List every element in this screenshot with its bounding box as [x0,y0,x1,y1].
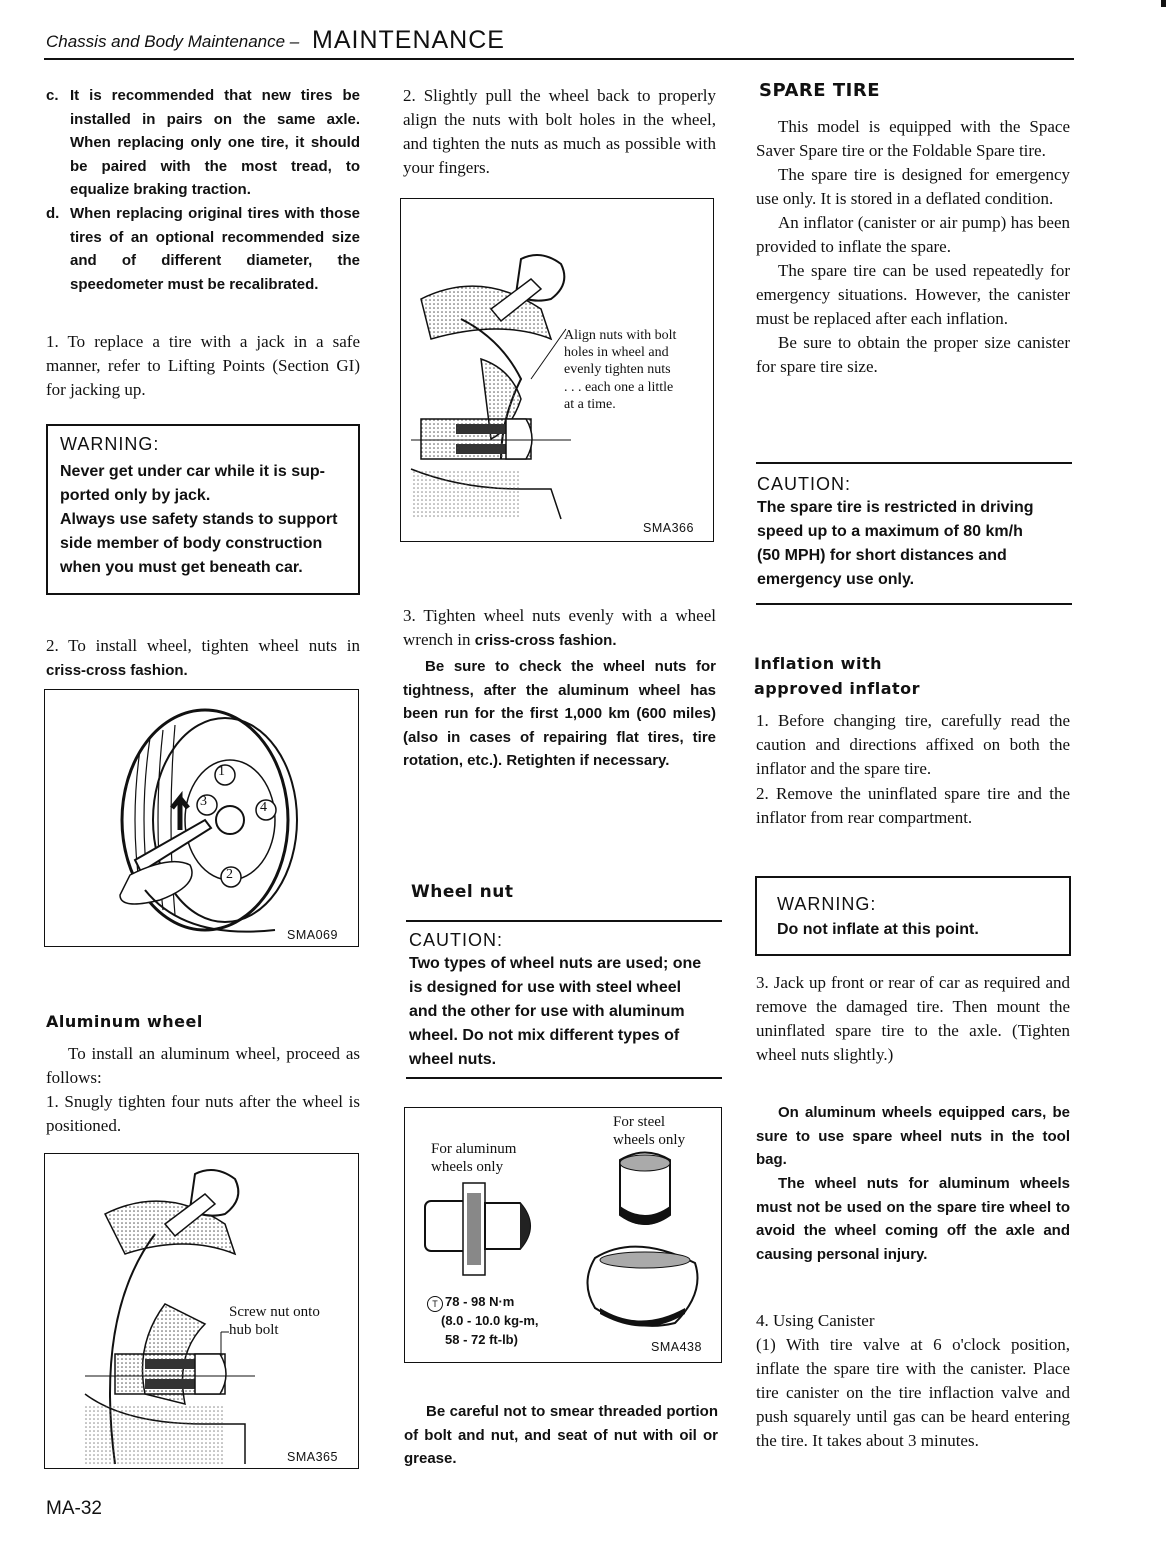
wheel-nut-heading: Wheel nut [411,882,514,902]
nut-number-2: 2 [226,867,233,882]
aluminum-wheel-heading: Aluminum wheel [46,1012,203,1031]
spare-tire-heading: SPARE TIRE [759,80,880,101]
warning-box [46,424,360,595]
inflation-heading: Inflation with approved inflator [754,654,921,698]
caution-line: (50 MPH) for short distances and [757,547,1007,564]
warning-line: Do not inflate at this point. [777,921,979,938]
figure-align-nuts [400,198,714,542]
figure-code: SMA365 [287,1450,338,1464]
page-title: MAINTENANCE [312,26,505,54]
step-2-install: 2. To install wheel, tighten wheel nuts in criss-cross fashion. [46,636,360,679]
warning-line: when you must get beneath car. [60,559,303,576]
page-number: MA-32 [46,1498,102,1519]
careful-note: Be careful not to smear threaded portion of bolt and nut, and seat of nut with oil or grease. [404,1403,718,1467]
warning-line: side member of body construction [60,535,323,552]
wheel-nut-warning-note: The wheel nuts for aluminum wheels must not be used on the spare tire wheel to avoid the wheel coming off the axle and causing personal injury. [756,1175,1070,1263]
aluminum-intro: To install an aluminum wheel, proceed as follows: [46,1044,360,1087]
torque-icon: T [427,1296,443,1312]
caution-line: Two types of wheel nuts are used; one [409,955,702,972]
header-rule [44,58,1074,60]
callout-line: holes in wheel and [564,345,669,360]
callout-line: hub bolt [229,1322,279,1338]
callout-line: Screw nut onto [229,1304,320,1320]
warning-line: ported only by jack. [60,487,211,504]
inflation-step-3: 3. Jack up front or rear of car as required and remove the damaged tire. Then mount the uninflated spare tire to the axle. (Tighten wheel nuts slightly.) [756,973,1070,1064]
note-c: c. It is recommended that new tires be installed in pairs on the same axle. When replacing only one tire, it should be paired with the most tread, to equalize braking traction. [46,87,360,198]
warning-line: Always use safety stands to support [60,511,338,528]
caution-rule-bottom [756,603,1072,605]
caution-title: CAUTION: [409,930,504,950]
aluminum-label: For aluminum [431,1141,517,1157]
caution-line: and the other for use with aluminum [409,1003,685,1020]
caution-title: CAUTION: [757,474,852,494]
aluminum-step-1: 1. Snugly tighten four nuts after the wheel is positioned. [46,1092,360,1135]
caution-line: wheel. Do not mix different types of [409,1027,680,1044]
nut-number-4: 4 [260,800,267,815]
callout-line: . . . each one a little [564,380,674,395]
figure-wheel-tightening [44,689,359,947]
caution-line: wheel nuts. [409,1051,497,1068]
figure-screw-nut [44,1153,359,1469]
callout-line: at a time. [564,397,616,412]
step-4-text: (1) With tire valve at 6 o'clock position, inflate the spare tire with the canister. Place tire canister on the tire inflaction valve and push squarely until gas can be heard entering the tire. It takes about 3 minutes. [756,1335,1070,1450]
figure-wheel-nut-types [404,1107,722,1363]
caution-line: is designed for use with steel wheel [409,979,682,996]
spare-tire-text: This model is equipped with the Space Saver Spare tire or the Foldable Spare tire. The spare tire is designed for emergency use only. It is stored in a deflated condition. An inflator (canister or air pump) has been provided to inflate the spare. The spare tire can be used repeatedly for emergency situations. However, the canister must be replaced after each inflation. Be sure to obtain the proper size canister for spare tire size. [756,117,1070,376]
warning-box [755,876,1071,956]
figure-code: SMA438 [651,1340,702,1354]
section-title: Chassis and Body Maintenance – [46,32,300,51]
note-d: d. When replacing original tires with those tires of an optional recommended size and of different diameter, the speedometer must be recalibrated. [46,205,360,293]
step-2-align: 2. Slightly pull the wheel back to properly align the nuts with bolt holes in the wheel, and tighten the nuts as much as possible with your fingers. [403,86,716,177]
caution-line: The spare tire is restricted in driving [757,499,1034,516]
aluminum-label: wheels only [431,1159,504,1175]
spare-caution [757,472,1071,592]
wheel-illustration [45,690,357,945]
check-nuts-note: Be sure to check the wheel nuts for tightness, after the aluminum wheel has been run for the first 1,000 km (600 miles) (also in cases of repairing flat tires, tire rotation, etc.). Retighten if necessary. [403,658,716,769]
step-4-title: 4. Using Canister [756,1311,875,1330]
steel-label: wheels only [613,1132,686,1148]
torque-value: (8.0 - 10.0 kg-m, [441,1313,539,1328]
warning-line: Never get under car while it is sup- [60,463,325,480]
warning-title: WARNING: [777,894,877,914]
torque-value: 78 - 98 N·m [445,1294,515,1309]
caution-rule-top [756,462,1072,464]
figure-code: SMA366 [643,521,694,535]
caution-rule-bottom [406,1077,722,1079]
figure-code: SMA069 [287,928,338,942]
caution-line: emergency use only. [757,571,915,588]
callout-line: evenly tighten nuts [564,362,671,377]
torque-value: 58 - 72 ft-lb) [445,1332,518,1347]
caution-line: speed up to a maximum of 80 km/h [757,523,1023,540]
warning-title: WARNING: [60,434,160,454]
step-1-jack: 1. To replace a tire with a jack in a safe manner, refer to Lifting Points (Section GI) for jacking up. [46,332,360,399]
step-3-tighten: 3. Tighten wheel nuts evenly with a wheel wrench in criss-cross fashion. [403,606,716,649]
aluminum-spare-note: On aluminum wheels equipped cars, be sure to use spare wheel nuts in the tool bag. [756,1104,1070,1168]
caution-rule-top [406,920,722,922]
inflation-step-2: 2. Remove the uninflated spare tire and the inflator from rear compartment. [756,784,1070,827]
nut-number-3: 3 [200,794,207,809]
corner-mark [1161,0,1166,7]
inflation-step-1: 1. Before changing tire, carefully read the caution and directions affixed on both the inflator and the spare tire. [756,711,1070,778]
callout-line: Align nuts with bolt [564,328,677,343]
steel-label: For steel [613,1114,666,1130]
wheel-nut-caution [409,928,723,1072]
nut-number-1: 1 [218,764,225,779]
